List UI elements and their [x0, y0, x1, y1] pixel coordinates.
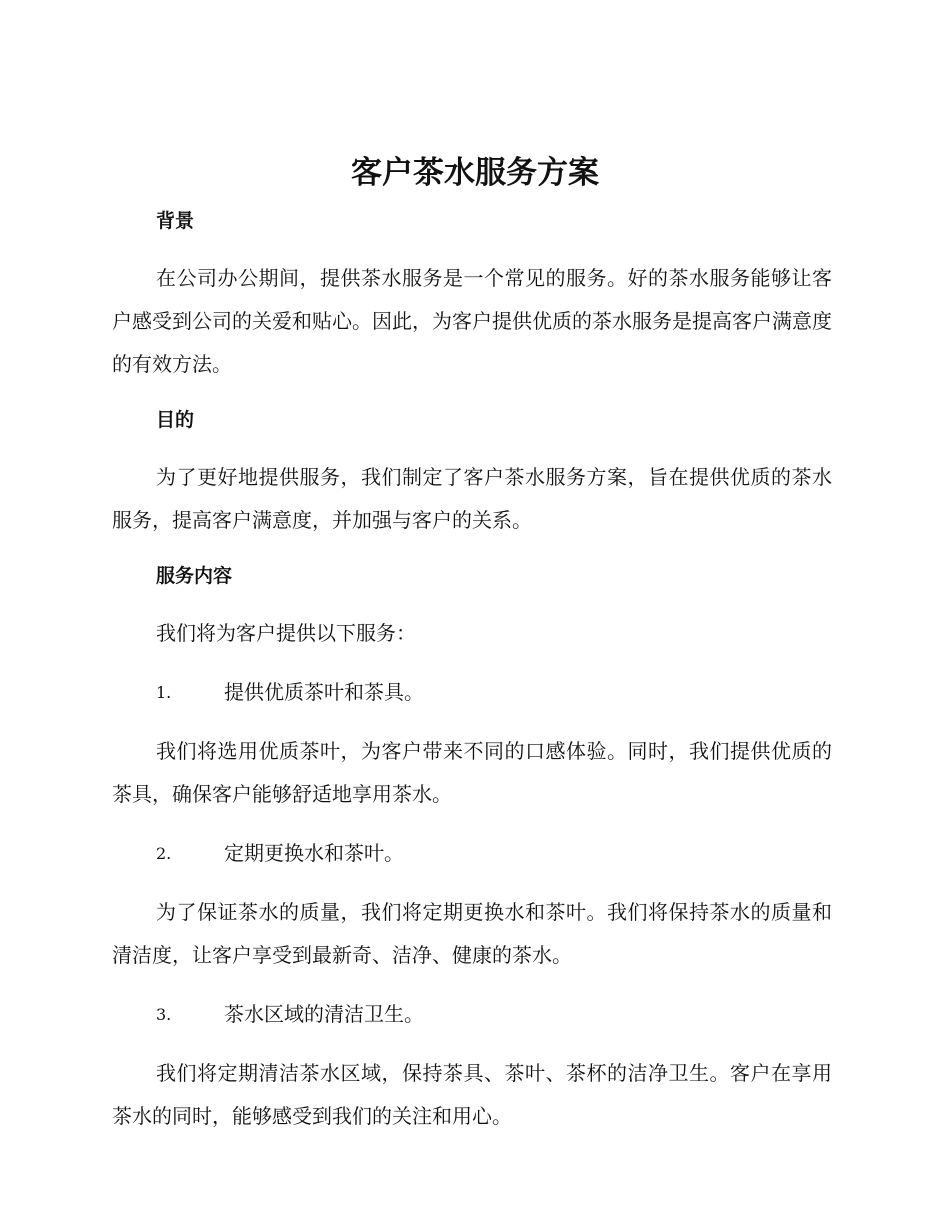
section-heading-services: 服务内容: [156, 565, 233, 587]
service-item-2: [112, 832, 832, 875]
service-item-1: [112, 671, 832, 714]
service-item-number: 1.: [156, 683, 172, 702]
background-paragraph: 在公司办公期间，提供茶水服务是一个常见的服务。好的茶水服务能够让客户感受到公司的关爱和贴心。因此，为客户提供优质的茶水服务是提高客户满意度的有效方法。: [112, 266, 832, 376]
service-item-title: 茶水区域的清洁卫生。: [224, 1002, 424, 1026]
service-item-title: 定期更换水和茶叶。: [224, 841, 404, 865]
service-item-3: [112, 993, 832, 1036]
section-heading-purpose: 目的: [156, 409, 195, 431]
purpose-paragraph: 为了更好地提供服务，我们制定了客户茶水服务方案，旨在提供优质的茶水服务，提高客户满意度，并加强与客户的关系。: [112, 465, 832, 532]
service-item-number: 3.: [156, 1005, 172, 1024]
service-item-number: 2.: [156, 844, 172, 863]
document-body: [112, 203, 832, 1154]
document-title: 客户茶水服务方案: [351, 155, 599, 191]
service-item-description: 我们将选用优质茶叶，为客户带来不同的口感体验。同时，我们提供优质的茶具，确保客户能够舒适地享用茶水。: [112, 739, 832, 806]
section-heading-background: 背景: [156, 210, 195, 232]
service-item-title: 提供优质茶叶和茶具。: [224, 680, 424, 704]
service-item-description: 我们将定期清洁茶水区域，保持茶具、茶叶、茶杯的洁净卫生。客户在享用茶水的同时，能够感受到我们的关注和用心。: [112, 1061, 832, 1128]
services-intro: 我们将为客户提供以下服务：: [156, 621, 416, 645]
service-item-description: 为了保证茶水的质量，我们将定期更换水和茶叶。我们将保持茶水的质量和清洁度，让客户享受到最新奇、洁净、健康的茶水。: [112, 900, 832, 967]
